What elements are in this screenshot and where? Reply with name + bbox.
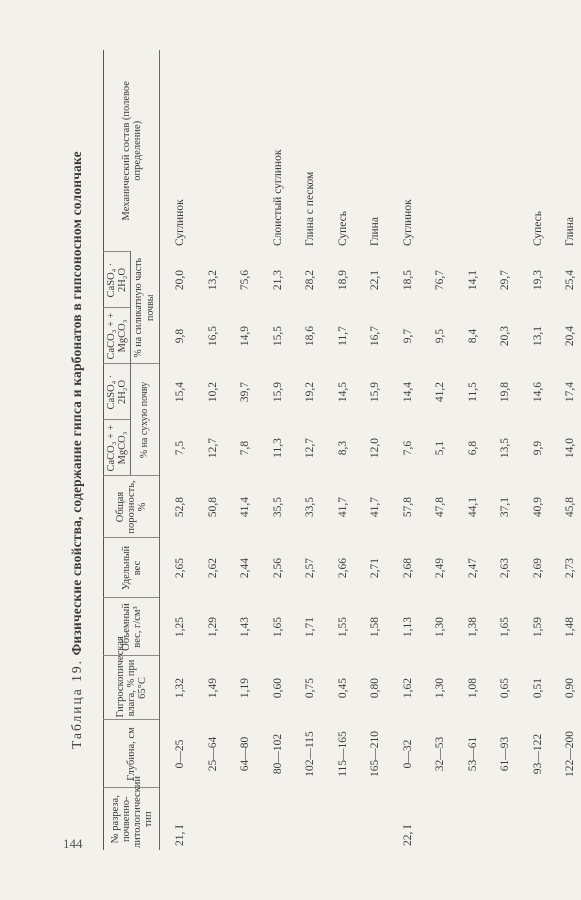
cell-caco3-silicate: 13,1 — [531, 325, 544, 347]
table-caption-label: Таблица 19. — [69, 658, 84, 749]
rotated-table-sheet — [65, 50, 577, 850]
cell-caco3-silicate: 14,9 — [239, 325, 252, 347]
cell-caco3-dry: 8,3 — [336, 440, 349, 456]
table-row — [392, 50, 425, 850]
cell-volume-weight: 1,29 — [206, 616, 219, 638]
cell-volume-weight: 1,38 — [466, 616, 479, 638]
header-silicate-basis: % на силикатную часть почвы — [131, 252, 160, 364]
cell-hygro: 1,08 — [466, 677, 479, 699]
cell-caso4-silicate: 22,1 — [369, 269, 382, 291]
cell-caso4-dry: 10,2 — [206, 381, 219, 403]
cell-profile — [554, 788, 581, 850]
cell-hygro: 1,19 — [239, 677, 252, 699]
cell-porosity: 41,7 — [369, 496, 382, 518]
page-number: 144 — [63, 836, 83, 851]
table-caption-title: Физические свойства, содержание гипса и карбонатов в гипсоносном солончаке — [69, 151, 84, 656]
cell-porosity: 45,8 — [564, 496, 577, 518]
cell-depth: 61—93 — [499, 736, 512, 772]
cell-depth: 0—25 — [174, 739, 187, 769]
header-dry-basis: % на сухую почву — [131, 364, 160, 476]
cell-caco3-silicate: 8,4 — [466, 328, 479, 344]
cell-mechanical: Супесь — [531, 210, 544, 246]
cell-hygro: 0,45 — [336, 677, 349, 699]
cell-porosity: 47,8 — [434, 496, 447, 518]
header-depth: Глубина, см — [104, 720, 160, 788]
cell-specific-weight: 2,44 — [239, 557, 252, 579]
cell-mechanical: Глина — [369, 217, 382, 246]
cell-porosity: 44,1 — [466, 496, 479, 518]
cell-mechanical: Суглинок — [401, 199, 414, 246]
cell-depth: 25—64 — [206, 736, 219, 772]
cell-mechanical — [229, 50, 262, 252]
cell-caso4-dry: 39,7 — [239, 381, 252, 403]
cell-profile — [294, 788, 327, 850]
cell-caco3-silicate: 16,5 — [206, 325, 219, 347]
cell-caco3-silicate: 18,6 — [304, 325, 317, 347]
cell-porosity: 33,5 — [304, 496, 317, 518]
table-row — [160, 50, 197, 850]
header-caso4-dry: CaSO₄ · 2H₂O — [104, 364, 131, 420]
cell-caso4-silicate: 75,6 — [239, 269, 252, 291]
cell-caco3-silicate: 11,7 — [336, 326, 349, 346]
cell-profile — [262, 788, 295, 850]
cell-hygro: 0,90 — [564, 677, 577, 699]
cell-depth: 80—102 — [271, 733, 284, 775]
cell-volume-weight: 1,59 — [531, 616, 544, 638]
cell-mechanical — [424, 50, 457, 252]
cell-porosity: 41,4 — [239, 496, 252, 518]
cell-specific-weight: 2,71 — [369, 557, 382, 579]
cell-depth: 0—32 — [401, 739, 414, 769]
table-row — [197, 50, 230, 850]
cell-hygro: 0,75 — [304, 677, 317, 699]
cell-specific-weight: 2,69 — [531, 557, 544, 579]
cell-caso4-dry: 41,2 — [434, 381, 447, 403]
cell-volume-weight: 1,65 — [271, 616, 284, 638]
cell-porosity: 52,8 — [174, 496, 187, 518]
cell-caco3-dry: 14,0 — [564, 437, 577, 459]
table-row — [554, 50, 581, 850]
cell-porosity: 37,1 — [499, 496, 512, 518]
header-specific-weight: Удельный вес — [104, 538, 160, 598]
cell-specific-weight: 2,65 — [174, 557, 187, 579]
table-row — [522, 50, 555, 850]
cell-caso4-dry: 19,8 — [499, 381, 512, 403]
cell-volume-weight: 1,43 — [239, 616, 252, 638]
cell-caso4-silicate: 29,7 — [499, 269, 512, 291]
cell-porosity: 57,8 — [401, 496, 414, 518]
cell-profile: 22, I — [401, 824, 414, 846]
cell-profile — [229, 788, 262, 850]
cell-caso4-silicate: 25,4 — [564, 269, 577, 291]
cell-caco3-silicate: 9,7 — [401, 328, 414, 344]
cell-caso4-silicate: 76,7 — [434, 269, 447, 291]
cell-specific-weight: 2,47 — [466, 557, 479, 579]
cell-mechanical — [457, 50, 490, 252]
cell-hygro: 0,60 — [271, 677, 284, 699]
cell-specific-weight: 2,63 — [499, 557, 512, 579]
cell-mechanical: Слоистый суглинок — [271, 149, 284, 246]
cell-caso4-silicate: 18,5 — [401, 269, 414, 291]
cell-caco3-dry: 7,5 — [174, 440, 187, 456]
cell-specific-weight: 2,57 — [304, 557, 317, 579]
cell-caco3-dry: 7,6 — [401, 440, 414, 456]
cell-porosity: 35,5 — [271, 496, 284, 518]
cell-caco3-dry: 7,8 — [239, 440, 252, 456]
cell-profile: 21, I — [174, 824, 187, 846]
cell-profile — [522, 788, 555, 850]
cell-caso4-dry: 15,9 — [369, 381, 382, 403]
header-mechanical: Механический состав (полевое определение) — [104, 50, 160, 252]
table-row — [457, 50, 490, 850]
table-body — [160, 50, 581, 850]
data-table — [103, 50, 581, 850]
cell-caco3-dry: 12,0 — [369, 437, 382, 459]
table-row — [359, 50, 392, 850]
cell-caso4-silicate: 28,2 — [304, 269, 317, 291]
table-row — [424, 50, 457, 850]
cell-mechanical — [197, 50, 230, 252]
cell-hygro: 0,80 — [369, 677, 382, 699]
cell-profile — [327, 788, 360, 850]
cell-specific-weight: 2,62 — [206, 557, 219, 579]
header-caco3-silicate: CaCO₃ + + MgCO₃ — [104, 308, 131, 364]
cell-specific-weight: 2,49 — [434, 557, 447, 579]
cell-specific-weight: 2,73 — [564, 557, 577, 579]
cell-mechanical: Глина с песком — [304, 171, 317, 246]
cell-profile — [424, 788, 457, 850]
cell-volume-weight: 1,65 — [499, 616, 512, 638]
header-caco3-dry: CaCO₃ + + MgCO₃ — [104, 420, 131, 476]
cell-caco3-dry: 12,7 — [206, 437, 219, 459]
cell-caso4-silicate: 20,0 — [174, 269, 187, 291]
header-volume-weight: Объемный вес, г/см³ — [104, 598, 160, 656]
cell-caso4-dry: 11,5 — [466, 382, 479, 402]
cell-hygro: 1,32 — [174, 677, 187, 699]
cell-volume-weight: 1,55 — [336, 616, 349, 638]
cell-specific-weight: 2,68 — [401, 557, 414, 579]
cell-volume-weight: 1,58 — [369, 616, 382, 638]
cell-volume-weight: 1,13 — [401, 616, 414, 638]
cell-profile — [359, 788, 392, 850]
cell-caco3-dry: 9,9 — [531, 440, 544, 456]
cell-porosity: 41,7 — [336, 496, 349, 518]
table-caption — [65, 50, 89, 850]
cell-caco3-silicate: 9,5 — [434, 328, 447, 344]
cell-depth: 122—200 — [564, 731, 577, 777]
cell-caco3-dry: 13,5 — [499, 437, 512, 459]
cell-depth: 53—61 — [466, 736, 479, 772]
cell-volume-weight: 1,30 — [434, 616, 447, 638]
header-hygro: Гигроскопическая влага, % при 65°С — [104, 656, 160, 720]
table-row — [229, 50, 262, 850]
cell-caco3-dry: 11,3 — [271, 438, 284, 458]
cell-volume-weight: 1,48 — [564, 616, 577, 638]
cell-caco3-silicate: 20,3 — [499, 325, 512, 347]
cell-caco3-silicate: 9,8 — [174, 328, 187, 344]
cell-caso4-silicate: 14,1 — [466, 269, 479, 291]
cell-specific-weight: 2,56 — [271, 557, 284, 579]
table-row — [489, 50, 522, 850]
cell-depth: 115—165 — [336, 731, 349, 777]
cell-mechanical — [489, 50, 522, 252]
header-row — [104, 50, 131, 850]
cell-caso4-dry: 17,4 — [564, 381, 577, 403]
cell-caco3-dry: 5,1 — [434, 440, 447, 456]
cell-caso4-silicate: 21,3 — [271, 269, 284, 291]
cell-hygro: 1,62 — [401, 677, 414, 699]
header-profile: № разреза, почвенно-литологический тип — [104, 788, 160, 850]
cell-caso4-dry: 15,4 — [174, 381, 187, 403]
cell-depth: 165—210 — [369, 731, 382, 777]
cell-mechanical: Супесь — [336, 210, 349, 246]
cell-profile — [489, 788, 522, 850]
table-row — [327, 50, 360, 850]
cell-caco3-dry: 6,8 — [466, 440, 479, 456]
cell-mechanical: Глина — [564, 217, 577, 246]
cell-profile — [197, 788, 230, 850]
cell-depth: 32—53 — [434, 736, 447, 772]
cell-volume-weight: 1,25 — [174, 616, 187, 638]
cell-hygro: 0,65 — [499, 677, 512, 699]
header-caso4-silicate: CaSO₄ · 2H₂O — [104, 252, 131, 308]
cell-caco3-silicate: 16,7 — [369, 325, 382, 347]
cell-specific-weight: 2,66 — [336, 557, 349, 579]
cell-depth: 64—80 — [239, 736, 252, 772]
header-porosity: Общая порозность, % — [104, 476, 160, 538]
cell-hygro: 1,49 — [206, 677, 219, 699]
cell-caso4-silicate: 13,2 — [206, 269, 219, 291]
cell-caso4-dry: 14,4 — [401, 381, 414, 403]
cell-profile — [457, 788, 490, 850]
cell-hygro: 1,30 — [434, 677, 447, 699]
cell-porosity: 50,8 — [206, 496, 219, 518]
cell-porosity: 40,9 — [531, 496, 544, 518]
cell-volume-weight: 1,71 — [304, 616, 317, 638]
table-row — [294, 50, 327, 850]
cell-caso4-dry: 14,6 — [531, 381, 544, 403]
cell-caso4-silicate: 18,9 — [336, 269, 349, 291]
cell-caco3-silicate: 20,4 — [564, 325, 577, 347]
cell-depth: 102—115 — [304, 731, 317, 777]
cell-caso4-dry: 15,9 — [271, 381, 284, 403]
cell-caso4-dry: 14,5 — [336, 381, 349, 403]
cell-caso4-dry: 19,2 — [304, 381, 317, 403]
cell-mechanical: Суглинок — [174, 199, 187, 246]
cell-caso4-silicate: 19,3 — [531, 269, 544, 291]
cell-hygro: 0,51 — [531, 677, 544, 699]
table-row — [262, 50, 295, 850]
cell-depth: 93—122 — [531, 733, 544, 775]
cell-caco3-silicate: 15,5 — [271, 325, 284, 347]
cell-caco3-dry: 12,7 — [304, 437, 317, 459]
